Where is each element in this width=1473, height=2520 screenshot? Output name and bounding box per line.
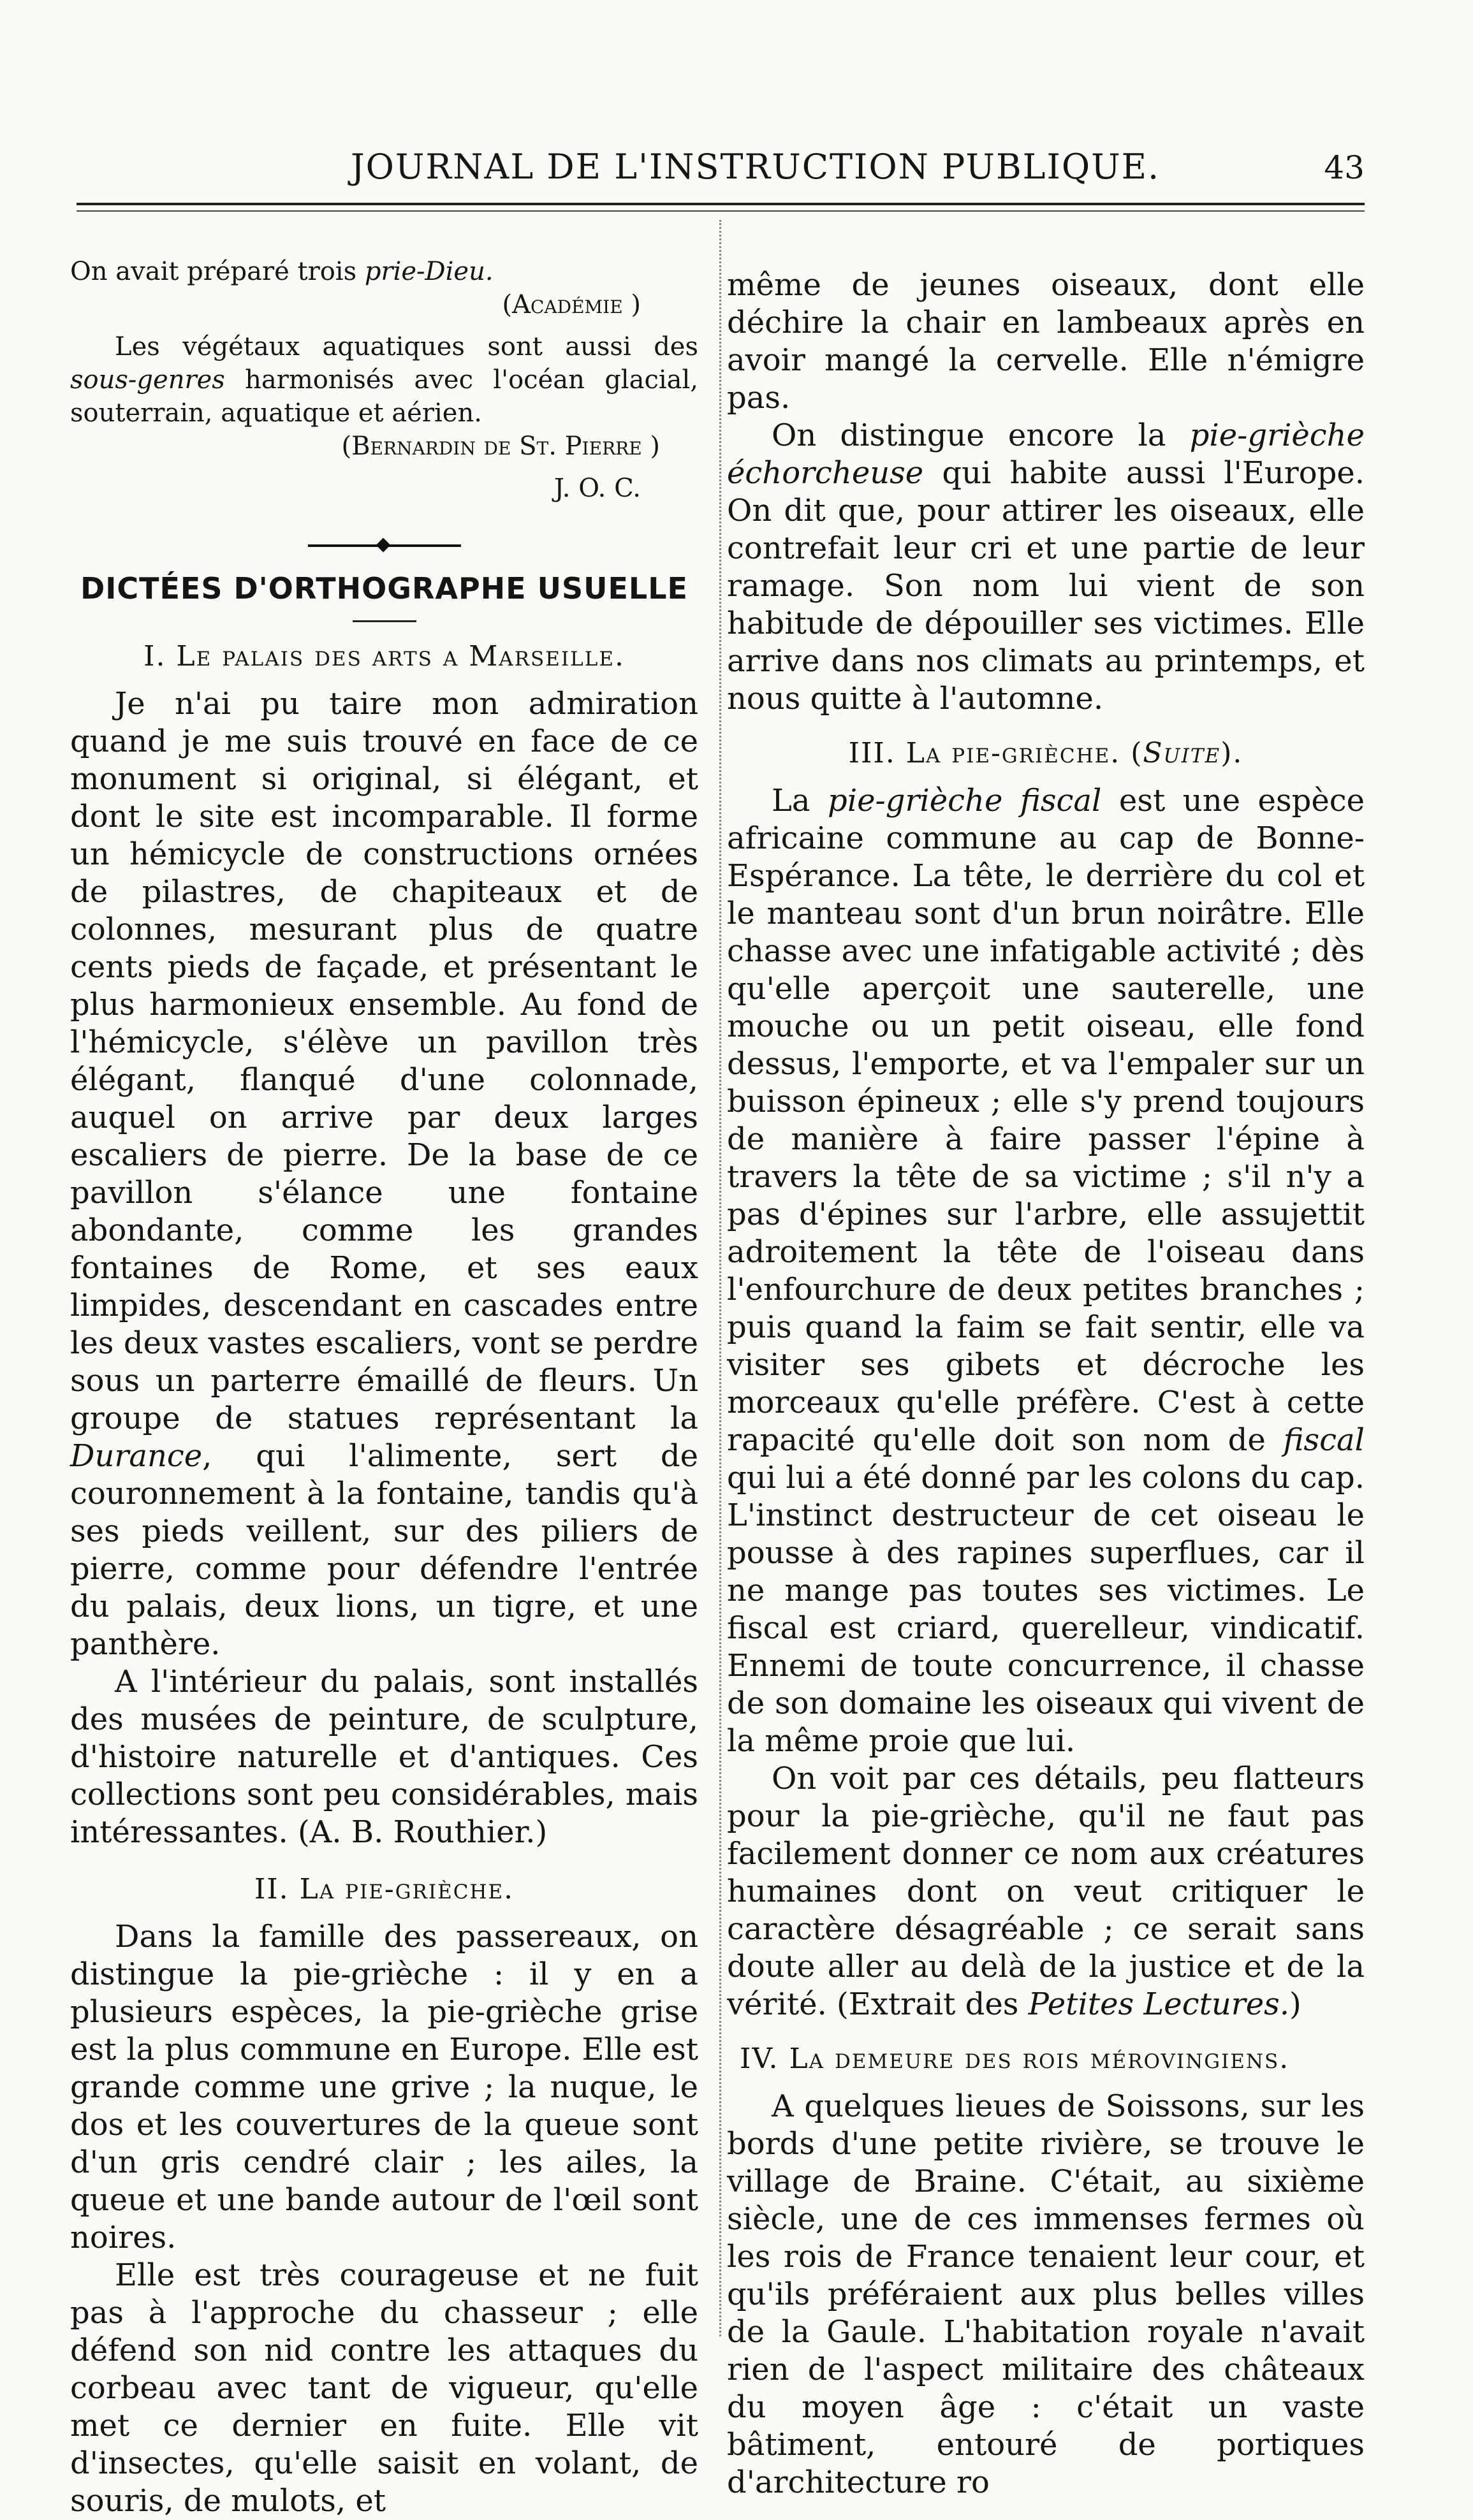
continuation-para-2: On distingue encore la pie-grièche échorcheuse qui habite aussi l'Europe. On dit que, pour attirer les oiseaux, elle contrefait leur cri et une partie de leur ramage. Son nom lui vient de son habitude de dépouiller ses victimes. Elle arrive dans nos climats au printemps, et nous quitte à l'automne.	[727, 418, 1365, 717]
page-header	[77, 147, 1365, 198]
header-rule-thin	[77, 210, 1365, 212]
article-1-para-2: A l'intérieur du palais, sont installés des musées de peinture, de sculpture, d'histoire naturelle et d'antiques. Ces collections sont peu considérables, mais intéressantes. (A. B. Routhier.)	[70, 1664, 698, 1850]
header-rule-thick	[77, 203, 1365, 205]
quote-1-attribution: (Académie )	[502, 290, 641, 319]
article-4-para-1: A quelques lieues de Soissons, sur les bords d'une petite rivière, se trouve le village de Braine. C'était, au sixième siècle, une de ces immenses fermes où les rois de France tenaient leur cour, et qu'ils préféraient aux plus belles villes de la Gaule. L'habitation royale n'avait rien de l'aspect militaire des châteaux du moyen âge : c'était un vaste bâtiment, entouré de portiques d'architecture ro	[727, 2088, 1365, 2500]
page-number: 43	[1324, 149, 1365, 186]
left-column	[70, 255, 698, 2520]
ornament-divider	[308, 543, 461, 547]
article-2-title: II. La pie-grièche.	[254, 1873, 515, 1905]
section-title: DICTÉES D'ORTHOGRAPHE USUELLE	[80, 571, 688, 606]
article-2-para-2: Elle est très courageuse et ne fuit pas à l'approche du chasseur ; elle défend son nid contre les attaques du corbeau avec tant de vigueur, qu'elle met ce dernier en fuite. Elle vit d'insectes, qu'elle saisit en volant, de souris, de mulots, et	[70, 2257, 698, 2519]
quote-2: Les végétaux aquatiques sont aussi des sous-genres harmonisés avec l'océan glacial, souterrain, aquatique et aérien.	[70, 332, 698, 428]
article-3-para-1: La pie-grièche fiscal est une espèce africaine commune au cap de Bonne-Espérance. La tête, le derrière du col et le manteau sont d'un brun noirâtre. Elle chasse avec une infatigable activité ; dès qu'elle aperçoit une sauterelle, une mouche ou un petit oiseau, elle fond dessus, l'emporte, et va l'empaler sur un buisson épineux ; elle s'y prend toujours de manière à faire passer l'épine à travers la tête de sa victime ; s'il n'y a pas d'épines sur l'arbre, elle assujettit adroitement la tête de l'oiseau dans l'enfourchure de deux petites branches ; puis quand la faim se fait sentir, elle va visiter ses gibets et décroche les morceaux qu'elle préfère. C'est à cette rapacité qu'elle doit son nom de fiscal qui lui a été donné par les colons du cap. L'instinct destructeur de cet oiseau le pousse à des rapines superflues, car il ne mange pas toutes ses victimes. Le fiscal est criard, querelleur, vindicatif. Ennemi de toute concurrence, il chasse de son domaine les oiseaux qui vivent de la même proie que lui.	[727, 783, 1365, 1759]
article-3-title: III. La pie-grièche. (Suite).	[848, 737, 1243, 769]
article-4-title: IV. La demeure des rois mérovingiens.	[740, 2043, 1290, 2075]
quote-initials: J. O. C.	[553, 474, 641, 503]
quote-1: On avait préparé trois prie-Dieu.	[70, 257, 494, 286]
article-2-para-1: Dans la famille des passereaux, on distingue la pie-grièche : il y en a plusieurs espèces, la pie-grièche grise est la plus commune en Europe. Elle est grande comme une grive ; la nuque, le dos et les couvertures de la queue sont d'un gris cendré clair ; les ailes, la queue et une bande autour de l'œil sont noires.	[70, 1919, 698, 2255]
right-column	[727, 266, 1365, 2502]
article-3-para-2: On voit par ces détails, peu flatteurs pour la pie-grièche, qu'il ne faut pas facilement donner ce nom aux créatures humaines dont on veut critiquer le caractère désagréable ; ce serait sans doute aller au delà de la justice et de la vérité. (Extrait des Petites Lectures.)	[727, 1761, 1365, 2022]
section-rule	[353, 620, 416, 622]
running-title: JOURNAL DE L'INSTRUCTION PUBLIQUE.	[351, 147, 1161, 187]
column-divider	[719, 220, 721, 2336]
quote-2-attribution: (Bernardin de St. Pierre )	[341, 432, 660, 461]
article-1-title: I. Le palais des arts a Marseille.	[143, 640, 625, 673]
article-1-para-1: Je n'ai pu taire mon admiration quand je me suis trouvé en face de ce monument si original, si élégant, et dont le site est incomparable. Il forme un hémicycle de constructions ornées de pilastres, de chapiteaux et de colonnes, mesurant plus de quatre cents pieds de façade, et présentant le plus harmonieux ensemble. Au fond de l'hémicycle, s'élève un pavillon très élégant, flanqué d'une colonnade, auquel on arrive par deux larges escaliers de pierre. De la base de ce pavillon s'élance une fontaine abondante, comme les grandes fontaines de Rome, et ses eaux limpides, descendant en cascades entre les deux vastes escaliers, vont se perdre sous un parterre émaillé de fleurs. Un groupe de statues représentant la Durance, qui l'alimente, sert de couronnement à la fontaine, tandis qu'à ses pieds veillent, sur des piliers de pierre, comme pour défendre l'entrée du palais, deux lions, un tigre, et une panthère.	[70, 686, 698, 1662]
continuation-para-1: même de jeunes oiseaux, dont elle déchire la chair en lambeaux après en avoir mangé la cervelle. Elle n'émigre pas.	[727, 267, 1365, 416]
